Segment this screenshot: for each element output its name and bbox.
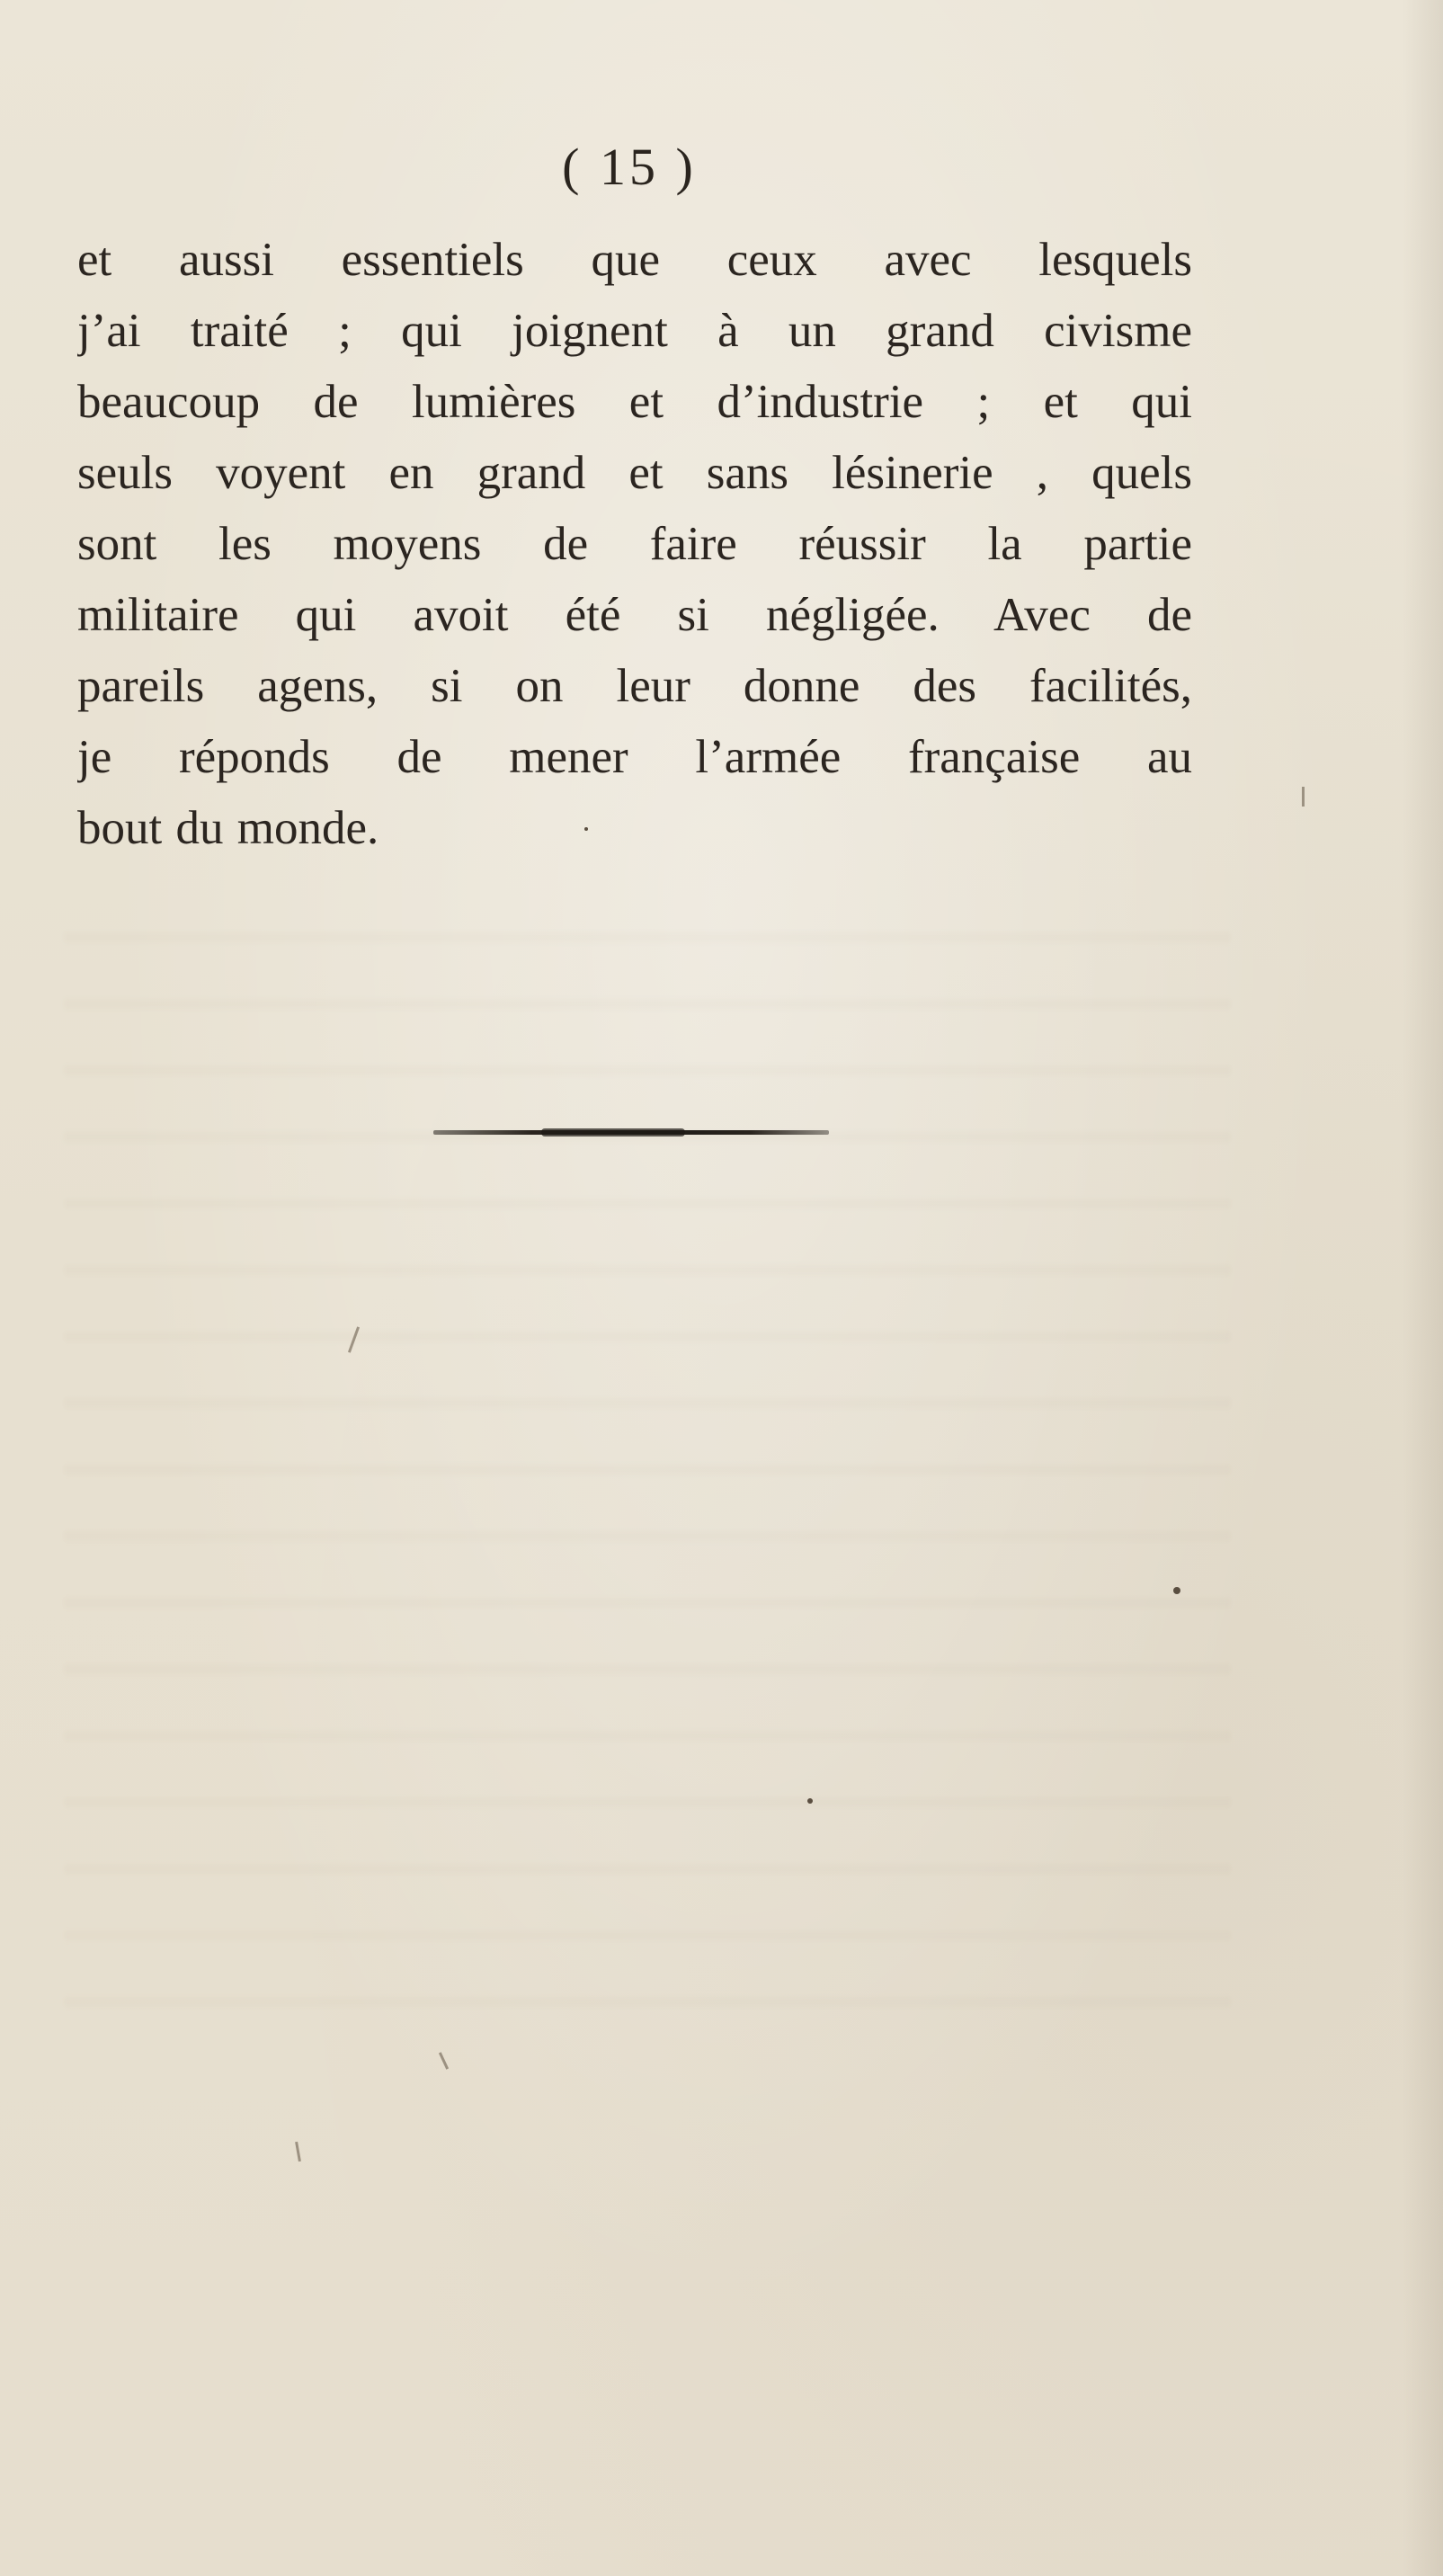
ink-mark [1302, 787, 1305, 807]
text-line: et aussi essentiels que ceux avec lesquels [77, 234, 1192, 286]
page-edge-shadow [1403, 0, 1443, 2576]
text-line: bout du monde. [77, 802, 379, 854]
text-line: seuls voyent en grand et sans lésinerie , quels [77, 447, 1192, 499]
text-line: j’ai traité ; qui joignent à un grand civisme [77, 305, 1192, 357]
text-line: sont les moyens de faire réussir la partie [77, 518, 1192, 570]
show-through-text [63, 881, 1232, 2050]
ink-speck [1173, 1587, 1180, 1594]
ink-speck [807, 1798, 813, 1804]
ornamental-rule [433, 1130, 829, 1135]
text-line: pareils agens, si on leur donne des facilités, [77, 660, 1192, 712]
text-line: je réponds de mener l’armée française au [77, 731, 1192, 783]
text-line: militaire qui avoit été si négligée. Avec de [77, 589, 1192, 641]
text-line: beaucoup de lumières et d’industrie ; et qui [77, 376, 1192, 428]
ink-mark [295, 2142, 301, 2162]
body-text [77, 225, 1192, 864]
ink-speck [584, 827, 588, 831]
ink-mark [439, 2052, 449, 2069]
page-number: ( 15 ) [562, 138, 697, 196]
